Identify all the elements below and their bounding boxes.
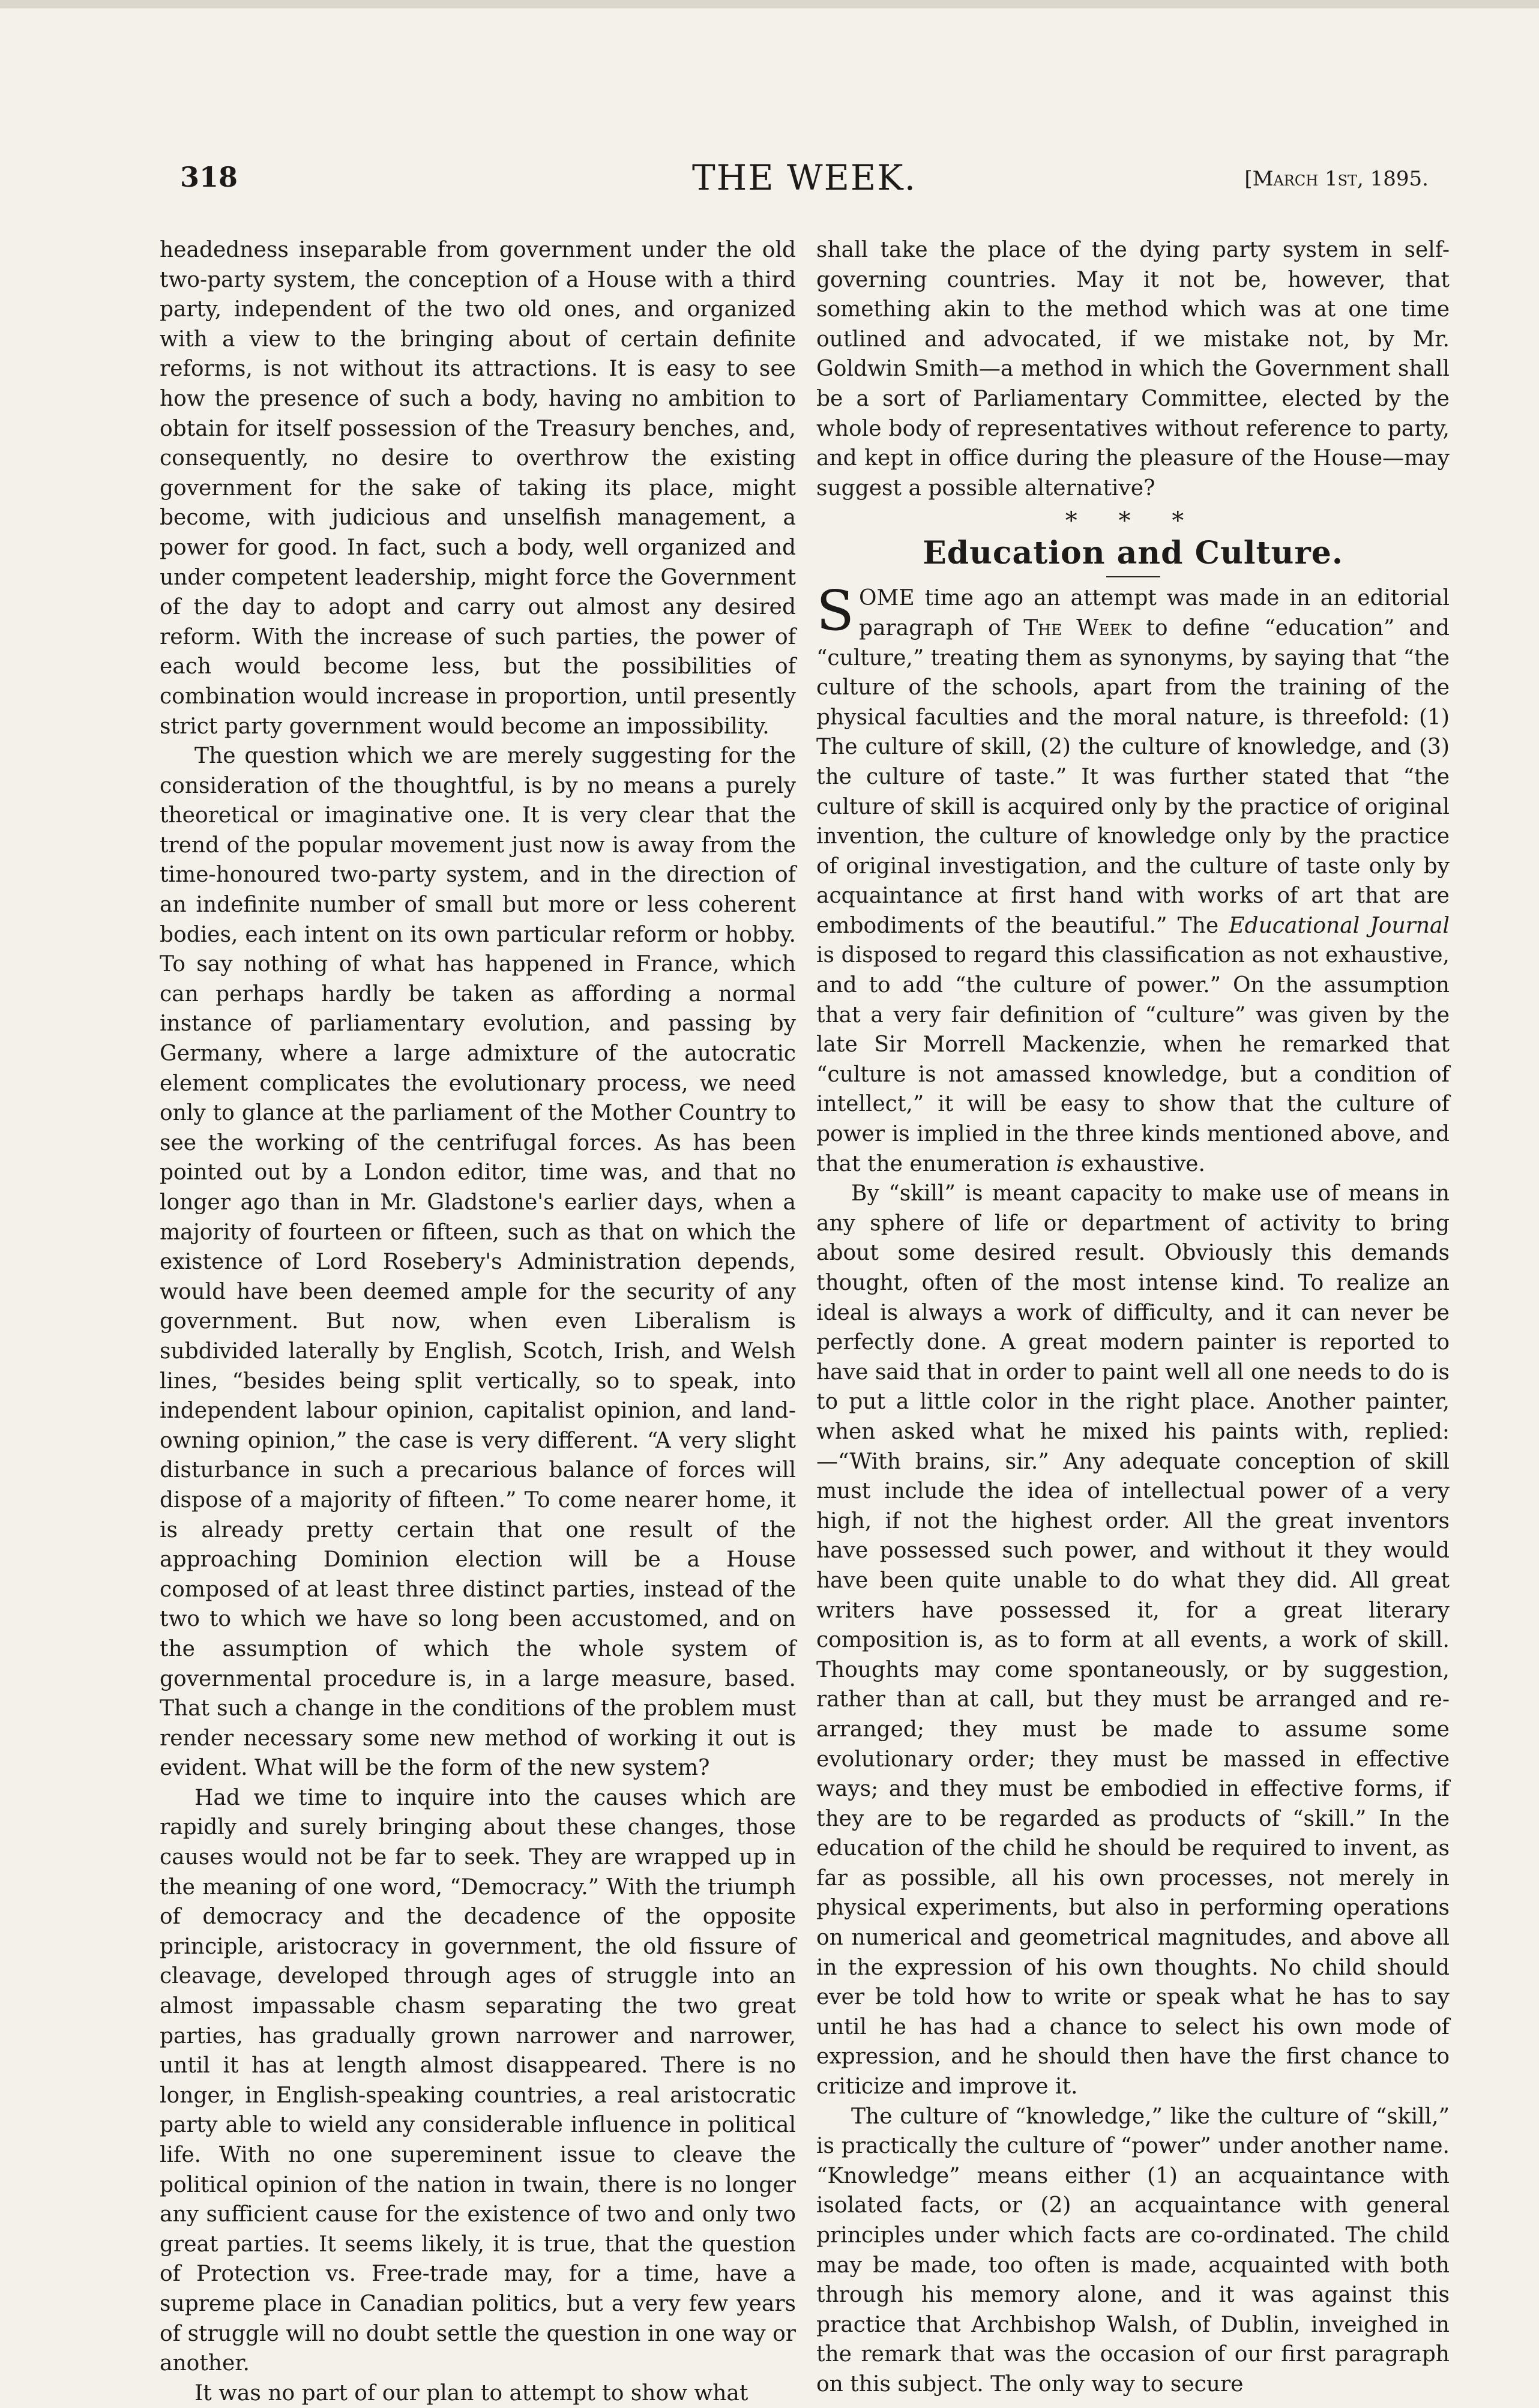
page-header	[180, 157, 1429, 203]
paragraph-knowledge: The culture of “knowledge,” like the culture of “skill,” is practically the culture of “power” under another name. “Knowledge” means either (1) an acquaintance with isolated facts, or (2) an acquaintance with general principles under which facts are co-ordinated. The child may be made, too often is made, acquainted with both through his memory alone, and it was against this practice that Archbishop Walsh, of Dublin, inveighed in the remark that was the occasion of our first paragraph on this subject. The only way to secure	[816, 2104, 1450, 2397]
page-number: 318	[180, 161, 238, 193]
journal-name-italic: Educational Journal	[1229, 913, 1450, 938]
intro-paragraph	[816, 579, 1450, 1179]
continuation-paragraph: shall take the place of the dying party system in self-governing countries. May it not be, however, that something akin to the method which was at one time outlined and advocated, if we mistake not, by Mr. Goldwin Smith—a method in which the Government shall be a sort of Parliamentary Committee, elected by the whole body of representatives without reference to party, and kept in office during the pleasure of the House—may suggest a possible alternative?	[816, 238, 1450, 501]
right-column	[816, 235, 1450, 2400]
paragraph: It was no part of our plan to attempt to show what	[194, 2380, 748, 2406]
intro-text: is disposed to regard this classification as not exhaustive, and to add “the culture of power.” On the assumption that a very fair definition of “culture” was given by the late Sir Morrell Mackenzie, when he remarked that “culture is not amassed knowledge, but a condition of intellect,” it will be easy to show that the culture of power is implied in the three kinds mentioned above, and that the enumeration	[816, 943, 1450, 1176]
paragraph: The question which we are merely suggesting for the consideration of the thoughtful, is by no means a purely theoretical or imaginative one. It is very clear that the trend of the popular movement just now is away from the time-honoured two-party system, and in the direction of an indefinite number of small but more or less coherent bodies, each intent on its own particular reform or hobby. To say nothing of what has happened in France, which can perhaps hardly be taken as affording a normal instance of parliamentary evolution, and passing by Germany, where a large admixture of the autocratic element complicates the evolutionary process, we need only to glance at the parliament of the Mother Country to see the working of the centrifugal forces. As has been pointed out by a London editor, time was, and that no longer ago than in Mr. Gladstone's earlier days, when a majority of fourteen or fifteen, such as that on which the existence of Lord Rosebery's Administration depends, would have been deemed ample for the security of any government. But now, when even Liberalism is subdivided laterally by English, Scotch, Irish, and Welsh lines, “besides being split vertically, so to speak, into independent labour opinion, capitalist opinion, and land-owning opinion,” the case is very different. “A very slight disturbance in such a precarious balance of forces will dispose of a majority of fifteen.” To come nearer home, it is already pretty certain that one result of the approaching Dominion election will be a House composed of at least three distinct parties, instead of the two to which we have so long been accustomed, and on the assumption of which the whole system of governmental procedure is, in a large measure, based. That such a change in the conditions of the problem must render necessary some new method of working it out is evident. What will be the form of the new system?	[160, 744, 796, 1781]
journal-title: THE WEEK.	[691, 157, 917, 198]
paragraph: headedness inseparable from government under the old two-party system, the conception of a House with a third party, independent of the two old ones, and organized with a view to the bringing about of certain definite reforms, is not without its attractions. It is easy to see how the presence of such a body, having no ambition to obtain for itself possession of the Treasury benches, and, consequently, no desire to overthrow the existing government for the sake of taking its place, might become, with judicious and unselfish management, a power for good. In fact, such a body, well organized and under competent leadership, might force the Government of the day to adopt and carry out almost any desired reform. With the increase of such parties, the power of each would become less, but the possibilities of combination would increase in proportion, until presently strict party government would become an impossibility.	[160, 238, 796, 739]
paragraph-skill: By “skill” is meant capacity to make use of means in any sphere of life or department of activity to bring about some desired result. Obviously this demands thought, often of the most intense kind. To realize an ideal is always a work of difficulty, and it can never be perfectly done. A great modern painter is reported to have said that in order to paint well all one needs to do is to put a little color in the right place. Another painter, when asked what he mixed his paints with, replied:—“With brains, sir.” Any adequate conception of skill must include the idea of intellectual power of a very high, if not the highest order. All the great inventors have possessed such power, and without it they would have been quite unable to do what they did. All great writers have possessed it, for a great literary composition is, as to form at all events, a work of skill. Thoughts may come spontaneously, or by suggestion, rather than at call, but they must be arranged and re-arranged; they must be made to assume some evolutionary order; they must be massed in effective ways; and they must be embodied in effective forms, if they are to be regarded as products of “skill.” In the education of the child he should be required to invent, as far as possible, all his own processes, not merely in physical experiments, but also in performing operations on numerical and geometrical magnitudes, and above all in the expression of his own thoughts. No child should ever be told how to write or speak what he has to say until he has had a chance to select his own mode of expression, and he should then have the first chance to criticize and improve it.	[816, 1181, 1450, 2099]
paragraph: Had we time to inquire into the causes which are rapidly and surely bringing about these changes, those causes would not be far to seek. They are wrapped up in the meaning of one word, “Democracy.” With the triumph of democracy and the decadence of the opposite principle, aristocracy in government, the old fissure of cleavage, developed through ages of struggle into an almost impassable chasm separating the two great parties, has gradually grown narrower and narrower, until it has at length almost disappeared. There is no longer, in English-speaking countries, a real aristocratic party able to wield any considerable influence in political life. With no one supereminent issue to cleave the political opinion of the nation in twain, there is no longer any sufficient cause for the existence of two and only two great parties. It seems likely, it is true, that the question of Protection vs. Free-trade may, for a time, have a supreme place in Canadian politics, but a very few years of struggle will no doubt settle the question in one way or another.	[160, 1785, 796, 2376]
section-title: Education and Culture.	[923, 535, 1343, 572]
left-column	[160, 235, 796, 2408]
emphasis: is	[1056, 1151, 1074, 1176]
title-rule	[1106, 576, 1160, 577]
issue-date: [March 1st, 1895.	[1244, 167, 1429, 191]
page-edge-top	[0, 0, 1539, 8]
intro-text: OME time ago an attempt was made in an editorial paragraph of	[859, 586, 1450, 640]
section-separator: * * *	[1065, 507, 1201, 535]
drop-cap: S	[816, 579, 855, 643]
intro-text: exhaustive.	[1074, 1151, 1205, 1176]
journal-name-smallcaps: The Week	[1023, 615, 1132, 640]
intro-text: to define “education” and “culture,” treating them as synonyms, by saying that “the culture of the schools, apart from the training of the physical faculties and the moral nature, is threefold: (1) The culture of skill, (2) the culture of knowledge, and (3) the culture of taste.” It was further stated that “the culture of skill is acquired only by the practice of original invention, the culture of knowledge only by the practice of original investigation, and the culture of taste only by acquaintance at first hand with works of art that are embodiments of the beautiful.” The	[816, 615, 1450, 938]
